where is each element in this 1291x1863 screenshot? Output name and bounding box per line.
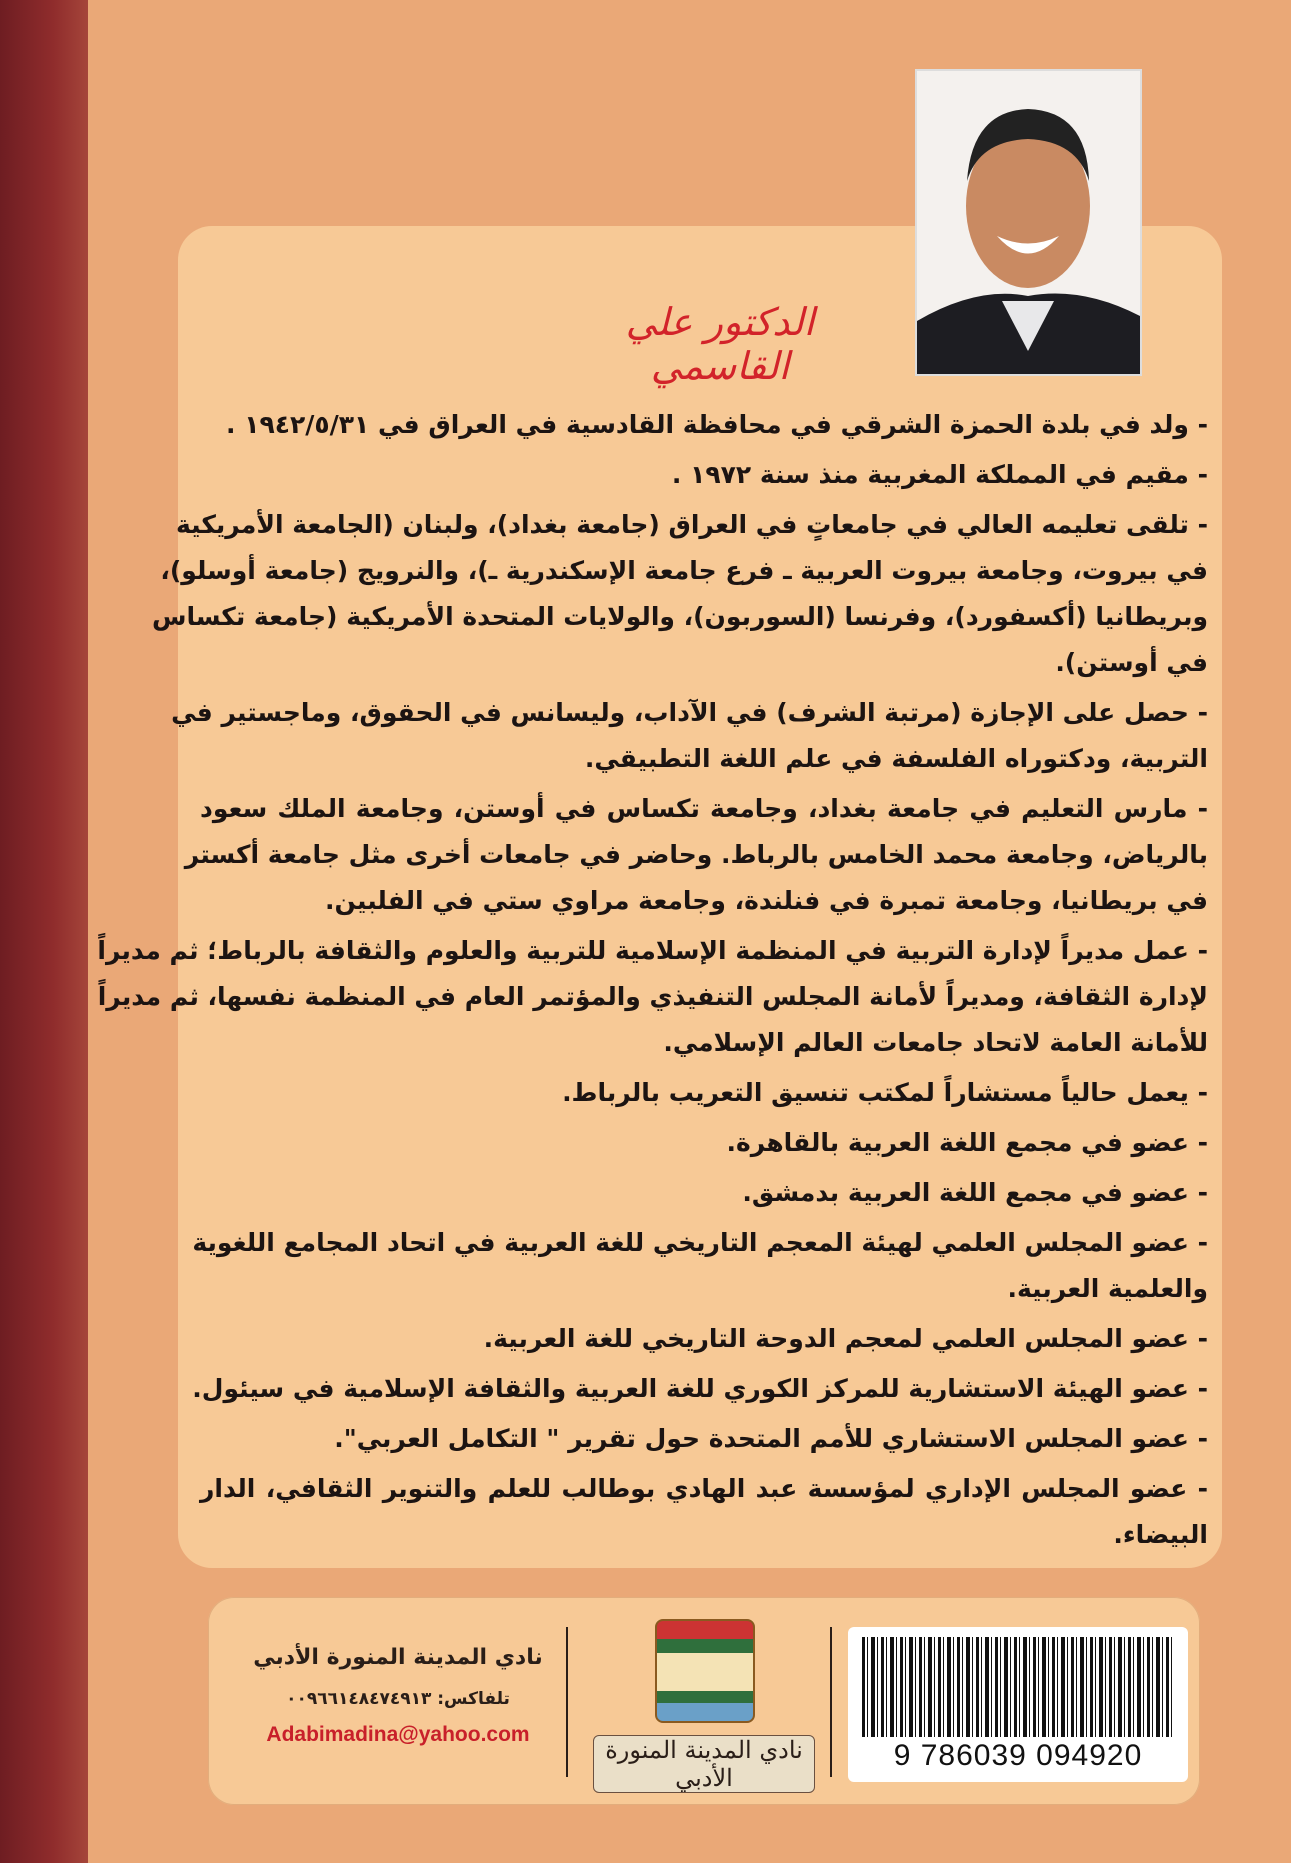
- bio-item: [200, 1120, 1208, 1166]
- bio-line: - تلقى تعليمه العالي في جامعاتٍ في العراق (جامعة بغداد)، ولبنان (الجامعة الأمريكية: [176, 510, 1208, 539]
- bio-line: وبريطانيا (أكسفورد)، وفرنسا (السوربون)، والولايات المتحدة الأمريكية (جامعة تكساس: [151, 602, 1208, 631]
- bio-line: التربية، ودكتوراه الفلسفة في علم اللغة التطبيقي.: [584, 744, 1208, 773]
- bio-line: - يعمل حالياً مستشاراً لمكتب تنسيق التعريب بالرباط.: [562, 1078, 1208, 1107]
- bio-line: البيضاء.: [1113, 1520, 1208, 1549]
- book-spine: [0, 0, 88, 1863]
- publisher-email: Adabimadina@yahoo.com: [266, 1723, 530, 1746]
- bio-line: في بريطانيا، وجامعة تمبرة في فنلندة، وجامعة مراوي ستي في الفلبين.: [325, 886, 1208, 915]
- bio-line: والعلمية العربية.: [1007, 1274, 1208, 1303]
- bio-item: [200, 1070, 1208, 1116]
- bio-line: - عمل مديراً لإدارة التربية في المنظمة الإسلامية للتربية والعلوم والثقافة بالرباط؛ ثم مديراً: [97, 936, 1208, 965]
- divider: [566, 1627, 568, 1777]
- bio-item: [192, 1366, 1208, 1412]
- bio-line: بالرياض، وجامعة محمد الخامس بالرباط. وحاضر في جامعات أخرى مثل جامعة أكستر: [184, 840, 1208, 869]
- bio-line: لإدارة الثقافة، ومديراً لأمانة المجلس التنفيذي والمؤتمر العام في المنظمة نفسها، ثم مديراً: [97, 982, 1208, 1011]
- publisher-phone: تلفاكس: ٠٠٩٦٦١٤٨٤٧٤٩١٣: [286, 1689, 510, 1709]
- bio-line: - عضو في مجمع اللغة العربية بالقاهرة.: [726, 1128, 1208, 1157]
- bio-line: - مقيم في المملكة المغربية منذ سنة ١٩٧٢ .: [671, 460, 1208, 489]
- isbn-number: 9 786039 094920: [893, 1739, 1143, 1772]
- barcode-bars: [862, 1637, 1174, 1737]
- bio-item: [192, 1220, 1208, 1312]
- author-name-title: الدكتور علي القاسمي: [625, 300, 815, 388]
- bio-line: في أوستن).: [1055, 648, 1208, 677]
- bio-item: [151, 502, 1208, 686]
- bio-item: [200, 1416, 1208, 1462]
- publisher-name: نادي المدينة المنورة الأدبي: [253, 1645, 543, 1670]
- bio-line: - عضو المجلس العلمي لمعجم الدوحة التاريخي للغة العربية.: [483, 1324, 1208, 1353]
- bio-item: [200, 402, 1208, 448]
- divider: [830, 1627, 832, 1777]
- bio-item: [200, 1170, 1208, 1216]
- author-photo: [915, 69, 1142, 376]
- bio-line: - عضو الهيئة الاستشارية للمركز الكوري للغة العربية والثقافة الإسلامية في سيئول.: [192, 1374, 1208, 1403]
- bio-line: في بيروت، وجامعة بيروت العربية ـ فرع جامعة الإسكندرية ـ)، والنرويج (جامعة أوسلو)،: [160, 556, 1208, 585]
- bio-item: [200, 452, 1208, 498]
- publisher-logo-text: نادي المدينة المنورة الأدبي: [593, 1735, 815, 1793]
- bio-item: [200, 1316, 1208, 1362]
- bio-line: - عضو المجلس العلمي لهيئة المعجم التاريخي للغة العربية في اتحاد المجامع اللغوية: [192, 1228, 1208, 1257]
- author-biography: [97, 402, 1208, 1562]
- bio-item: [200, 1466, 1208, 1558]
- bio-line: للأمانة العامة لاتحاد جامعات العالم الإسلامي.: [663, 1028, 1208, 1057]
- bio-item: [184, 786, 1208, 924]
- publisher-logo-icon: [655, 1619, 755, 1723]
- bio-line: - مارس التعليم في جامعة بغداد، وجامعة تكساس في أوستن، وجامعة الملك سعود: [200, 794, 1208, 823]
- bio-line: - عضو المجلس الاستشاري للأمم المتحدة حول تقرير " التكامل العربي".: [334, 1424, 1208, 1453]
- bio-item: [97, 928, 1208, 1066]
- bio-line: - ولد في بلدة الحمزة الشرقي في محافظة القادسية في العراق في ١٩٤٢/٥/٣١ .: [226, 410, 1208, 439]
- isbn-barcode: [848, 1627, 1188, 1782]
- bio-line: - عضو المجلس الإداري لمؤسسة عبد الهادي بوطالب للعلم والتنوير الثقافي، الدار: [200, 1474, 1208, 1503]
- bio-line: - حصل على الإجازة (مرتبة الشرف) في الآداب، وليسانس في الحقوق، وماجستير في: [171, 698, 1208, 727]
- bio-item: [171, 690, 1208, 782]
- publisher-box: [208, 1597, 1200, 1805]
- bio-line: - عضو في مجمع اللغة العربية بدمشق.: [742, 1178, 1208, 1207]
